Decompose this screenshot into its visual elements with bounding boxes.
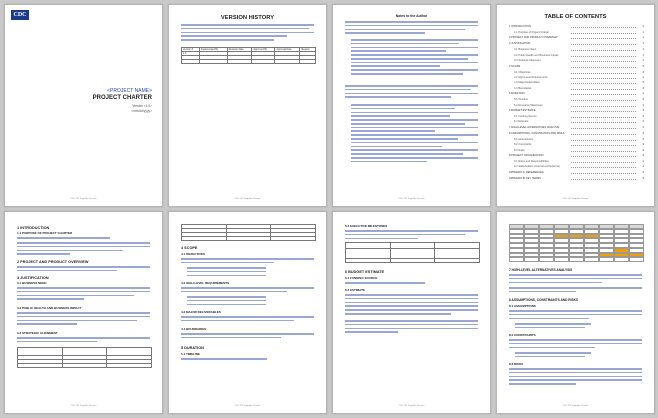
page-introduction bbox=[4, 211, 163, 414]
toc-entry[interactable] bbox=[509, 132, 644, 136]
toc-entry-page: 5 bbox=[642, 170, 644, 174]
subsection-heading: 4.2 HIGH-LEVEL REQUIREMENTS bbox=[181, 281, 230, 285]
budget-grid-cell bbox=[554, 257, 569, 262]
toc-entry-page: 1 bbox=[642, 59, 644, 63]
toc-entry[interactable] bbox=[509, 48, 644, 52]
section-body bbox=[345, 294, 478, 317]
section-body bbox=[509, 339, 642, 350]
section-body bbox=[509, 287, 642, 295]
toc-entry-label: 9 PROJECT ORGANIZATION bbox=[509, 154, 544, 157]
toc-leader-dots bbox=[571, 94, 636, 95]
toc-title: TABLE OF CONTENTS bbox=[544, 14, 607, 20]
notes-title: Notes to the Author bbox=[395, 14, 428, 18]
version-label: Version <1.0> bbox=[132, 104, 152, 108]
section-heading: 8 ASSUMPTIONS, CONSTRAINTS AND RISKS bbox=[509, 298, 579, 302]
toc-entry[interactable] bbox=[509, 149, 644, 153]
subsection-heading: 1.1 PURPOSE OF PROJECT CHARTER bbox=[17, 231, 73, 235]
toc-entry-label: 6 BUDGET ESTIMATE bbox=[509, 109, 536, 112]
toc-entry-label: 3.2 Public Health and Business Impact bbox=[514, 53, 559, 57]
strategic-alignment-table bbox=[17, 347, 152, 368]
toc-leader-dots bbox=[571, 117, 636, 118]
toc-entry-label: 3 JUSTIFICATION bbox=[509, 42, 531, 46]
toc-leader-dots bbox=[571, 61, 636, 62]
section-body bbox=[17, 237, 150, 241]
toc-entry[interactable] bbox=[509, 177, 644, 181]
budget-grid-cell bbox=[524, 257, 539, 262]
toc-entry-page: 3 bbox=[642, 137, 644, 141]
page-milestones bbox=[332, 211, 491, 414]
toc-entry[interactable] bbox=[509, 87, 644, 91]
page-notes-to-author bbox=[332, 4, 491, 207]
toc-entry[interactable] bbox=[509, 42, 644, 46]
budget-grid-cell bbox=[509, 257, 524, 262]
toc-entry-label: 5.1 Timeline bbox=[514, 98, 528, 102]
page-alternatives bbox=[496, 211, 655, 414]
toc-entry[interactable] bbox=[509, 109, 644, 113]
page-table-of-contents bbox=[496, 4, 655, 207]
page-footer: CDC UP Template Version bbox=[398, 405, 425, 407]
section-body bbox=[509, 368, 642, 387]
requirements-list bbox=[187, 296, 266, 307]
section-body bbox=[17, 242, 150, 257]
toc-entry-label: 8.3 Risks bbox=[514, 148, 525, 152]
toc-entry-page: 2 bbox=[642, 64, 644, 68]
toc-entry-label: APPENDIX A: REFERENCES bbox=[509, 170, 544, 174]
toc-entry-label: 1.1 Purpose of Project Charter bbox=[514, 31, 550, 34]
toc-entry-page: 3 bbox=[642, 109, 644, 112]
toc-leader-dots bbox=[571, 179, 636, 180]
subsection-heading: 5.2 EXECUTIVE MILESTONES bbox=[345, 224, 388, 228]
table-header-cell: Revision Date bbox=[227, 48, 252, 52]
subsection-heading: 3.2 PUBLIC HEALTH AND BUSINESS IMPACT bbox=[17, 306, 82, 310]
toc-leader-dots bbox=[571, 44, 636, 45]
section-heading: 4 SCOPE bbox=[181, 246, 198, 250]
toc-leader-dots bbox=[571, 50, 636, 51]
version-history-notes bbox=[181, 24, 314, 43]
toc-entry-label: 3.1 Business Need bbox=[514, 48, 536, 52]
notes-list bbox=[351, 104, 478, 165]
toc-entry-page: 3 bbox=[642, 143, 644, 147]
section-body bbox=[509, 310, 642, 321]
toc-leader-dots bbox=[571, 89, 636, 90]
page-footer: CDC UP Template Version bbox=[562, 405, 589, 407]
toc-entry-label: 4.1 Objectives bbox=[514, 70, 531, 74]
toc-leader-dots bbox=[571, 100, 636, 101]
toc-entry[interactable] bbox=[509, 92, 644, 96]
table-header-cell: Reason bbox=[300, 48, 316, 52]
table-header-cell: Approved By bbox=[252, 48, 275, 52]
section-body bbox=[17, 287, 150, 302]
subsection-heading: 5.1 TIMELINE bbox=[181, 352, 201, 356]
toc-entry-label: 4.2 High-Level Requirements bbox=[514, 76, 548, 79]
section-heading: 2 PROJECT AND PRODUCT OVERVIEW bbox=[17, 260, 89, 264]
notes-bullets bbox=[351, 39, 478, 77]
toc-leader-dots bbox=[571, 134, 636, 135]
toc-entry[interactable] bbox=[509, 54, 644, 58]
toc-entry[interactable] bbox=[509, 165, 644, 169]
section-body bbox=[181, 316, 314, 324]
toc-entry-page: 2 bbox=[642, 98, 644, 102]
toc-leader-dots bbox=[571, 167, 636, 168]
toc-entry[interactable] bbox=[509, 115, 644, 119]
toc-entry[interactable] bbox=[509, 104, 644, 108]
version-history-title: VERSION HISTORY bbox=[220, 15, 275, 21]
toc-entry-label: 8.1 Assumptions bbox=[514, 137, 534, 141]
subsection-heading: 6.1 FUNDING SOURCE bbox=[345, 276, 378, 280]
budget-grid-cell bbox=[539, 257, 554, 262]
toc-entry-label: 3.3 Strategic Alignment bbox=[514, 59, 541, 63]
subsection-heading: 4.4 BOUNDARIES bbox=[181, 327, 207, 331]
toc-entry-page: 3 bbox=[642, 120, 644, 124]
page-version-history bbox=[168, 4, 327, 207]
budget-grid-cell bbox=[599, 257, 614, 262]
toc-entry-page: 4 bbox=[642, 165, 644, 169]
cost-table bbox=[181, 224, 316, 241]
subsection-heading: 4.3 MAJOR DELIVERABLES bbox=[181, 310, 221, 314]
table-row bbox=[182, 237, 316, 241]
toc-entry-page: 2 bbox=[642, 76, 644, 79]
toc-entry-label: APPENDIX B: KEY TERMS bbox=[509, 176, 541, 180]
toc-leader-dots bbox=[571, 151, 636, 152]
toc-entry-page: 1 bbox=[642, 25, 644, 28]
toc-leader-dots bbox=[571, 83, 636, 84]
document-title: PROJECT CHARTER bbox=[92, 95, 152, 101]
date-label: <mm/dd/yyyy> bbox=[131, 109, 152, 113]
toc-entry-page: 3 bbox=[642, 115, 644, 118]
toc-entry-page: 2 bbox=[642, 103, 644, 107]
toc-entry[interactable] bbox=[509, 160, 644, 164]
toc-entry-label: 8.2 Constraints bbox=[514, 143, 532, 147]
toc-leader-dots bbox=[571, 33, 636, 34]
table-header-cell: Implemented By bbox=[199, 48, 227, 52]
version-history-table bbox=[181, 47, 316, 64]
toc-entry[interactable] bbox=[509, 171, 644, 175]
section-body bbox=[515, 323, 642, 331]
table-header-cell: Version # bbox=[182, 48, 200, 52]
toc-entry-label: 8 ASSUMPTIONS, CONSTRAINTS AND RISKS bbox=[509, 131, 565, 135]
toc-entry-label: 2 PROJECT AND PRODUCT OVERVIEW bbox=[509, 36, 558, 40]
toc-leader-dots bbox=[571, 162, 636, 163]
toc-entry[interactable] bbox=[509, 126, 644, 130]
toc-entry[interactable] bbox=[509, 143, 644, 147]
subsection-heading: 3.3 STRATEGIC ALIGNMENT bbox=[17, 331, 58, 335]
page-footer: CDC UP Template Version bbox=[70, 405, 97, 407]
section-body bbox=[181, 358, 314, 362]
section-heading: 3 JUSTIFICATION bbox=[17, 276, 49, 280]
toc-leader-dots bbox=[571, 156, 636, 157]
budget-grid-cell bbox=[614, 257, 629, 262]
page-scope bbox=[168, 211, 327, 414]
table-header-cell: Approval Date bbox=[275, 48, 300, 52]
toc-entry-label: 9.1 Roles and Responsibilities bbox=[514, 160, 549, 163]
toc-leader-dots bbox=[571, 140, 636, 141]
section-body bbox=[181, 333, 314, 341]
toc-entry-label: 9.2 Stakeholders (Internal and External) bbox=[514, 165, 560, 169]
page-footer: CDC UP Template Version bbox=[398, 198, 425, 200]
toc-leader-dots bbox=[571, 128, 636, 129]
page-footer: CDC UP Template Version bbox=[562, 198, 589, 200]
toc-entry-page: 3 bbox=[642, 148, 644, 152]
section-body bbox=[17, 337, 150, 345]
toc-entry[interactable] bbox=[509, 76, 644, 80]
objectives-list bbox=[187, 267, 266, 278]
toc-leader-dots bbox=[571, 27, 636, 28]
toc-entry-page: 2 bbox=[642, 81, 644, 85]
toc-entry-label: 1 INTRODUCTION bbox=[509, 25, 532, 28]
section-body bbox=[345, 282, 478, 286]
subsection-heading: 6.2 ESTIMATE bbox=[345, 288, 365, 292]
toc-entry[interactable] bbox=[509, 138, 644, 142]
toc-leader-dots bbox=[571, 38, 636, 39]
table-row bbox=[18, 348, 152, 356]
toc-entry-page: 4 bbox=[642, 160, 644, 163]
toc-entry-page: 1 bbox=[642, 42, 644, 46]
toc-entry-page: 3 bbox=[642, 125, 644, 129]
subsection-heading: 8.2 CONSTRAINTS bbox=[509, 333, 536, 337]
toc-entry-page: 2 bbox=[642, 70, 644, 74]
budget-grid-cell bbox=[629, 257, 644, 262]
section-heading: 1 INTRODUCTION bbox=[17, 226, 50, 230]
toc-entry-label: 5.2 Executive Milestones bbox=[514, 103, 543, 107]
toc-entry[interactable] bbox=[509, 25, 644, 29]
toc-entry-label: 6.1 Funding Source bbox=[514, 115, 537, 118]
toc-entry-label: 4.3 Major Deliverables bbox=[514, 81, 540, 85]
toc-entry-page: 1 bbox=[642, 53, 644, 57]
section-body bbox=[509, 274, 642, 285]
budget-grid bbox=[509, 224, 644, 262]
section-heading: 5 DURATION bbox=[181, 346, 204, 350]
page-cover bbox=[4, 4, 163, 207]
subsection-heading: 3.1 BUSINESS NEED bbox=[17, 281, 47, 285]
section-body bbox=[345, 230, 478, 241]
section-body bbox=[181, 287, 314, 295]
budget-grid-cell bbox=[584, 257, 599, 262]
subsection-heading: 4.1 OBJECTIVES bbox=[181, 252, 206, 256]
page-footer: CDC UP Template Version bbox=[70, 198, 97, 200]
section-body bbox=[17, 266, 150, 274]
toc-entry[interactable] bbox=[509, 98, 644, 102]
table-row bbox=[182, 60, 316, 64]
toc-entry-label: 4.4 Boundaries bbox=[514, 86, 532, 90]
toc-entry-page: 1 bbox=[642, 31, 644, 34]
toc-entry[interactable] bbox=[509, 59, 644, 63]
toc-leader-dots bbox=[571, 145, 636, 146]
toc-entry-page: 2 bbox=[642, 86, 644, 90]
toc-entry-page: 5 bbox=[642, 176, 644, 180]
toc-leader-dots bbox=[571, 67, 636, 68]
toc-entry-page: 2 bbox=[642, 92, 644, 96]
table-row bbox=[18, 364, 152, 368]
toc-leader-dots bbox=[571, 122, 636, 123]
toc-leader-dots bbox=[571, 73, 636, 74]
subsection-heading: 8.3 RISKS bbox=[509, 362, 524, 366]
toc-entry-label: 4 SCOPE bbox=[509, 64, 521, 68]
section-heading: 6 BUDGET ESTIMATE bbox=[345, 270, 385, 274]
toc-entry-page: 1 bbox=[642, 48, 644, 52]
toc-leader-dots bbox=[571, 111, 636, 112]
toc-entry-label: 5 DURATION bbox=[509, 92, 525, 96]
project-name: <PROJECT NAME> bbox=[107, 88, 152, 94]
toc-entry[interactable] bbox=[509, 81, 644, 85]
toc-entry[interactable] bbox=[509, 36, 644, 40]
toc-leader-dots bbox=[571, 106, 636, 107]
milestones-table bbox=[345, 242, 480, 263]
table-cell: 1.0 bbox=[182, 52, 200, 56]
toc-entry-page: 1 bbox=[642, 36, 644, 40]
toc-entry[interactable] bbox=[509, 154, 644, 158]
toc-entry[interactable] bbox=[509, 71, 644, 75]
notes-body bbox=[345, 21, 478, 36]
toc-leader-dots bbox=[571, 78, 636, 79]
section-body bbox=[17, 312, 150, 327]
section-heading: 7 HIGH-LEVEL ALTERNATIVES ANALYSIS bbox=[509, 268, 573, 272]
notes-body-2 bbox=[345, 85, 478, 100]
toc-entry[interactable] bbox=[509, 65, 644, 69]
table-row bbox=[346, 249, 480, 259]
toc-entry-label: 7 HIGH-LEVEL ALTERNATIVES ANALYSIS bbox=[509, 125, 560, 129]
toc-entry[interactable] bbox=[509, 120, 644, 124]
subsection-heading: 8.1 ASSUMPTIONS bbox=[509, 304, 536, 308]
toc-entry-page: 4 bbox=[642, 154, 644, 157]
section-body bbox=[181, 258, 314, 266]
toc-leader-dots bbox=[571, 173, 636, 174]
section-body bbox=[345, 320, 478, 335]
toc-entry[interactable] bbox=[509, 31, 644, 35]
toc-entry-page: 3 bbox=[642, 131, 644, 135]
page-footer: CDC UP Template Version bbox=[234, 198, 261, 200]
table-row bbox=[346, 259, 480, 263]
page-footer: CDC UP Template Version bbox=[234, 405, 261, 407]
budget-grid-cell bbox=[569, 257, 584, 262]
toc-leader-dots bbox=[571, 56, 636, 57]
toc-entry-label: 6.2 Estimate bbox=[514, 120, 529, 124]
section-body bbox=[515, 352, 642, 360]
cdc-logo: CDC bbox=[11, 10, 29, 20]
